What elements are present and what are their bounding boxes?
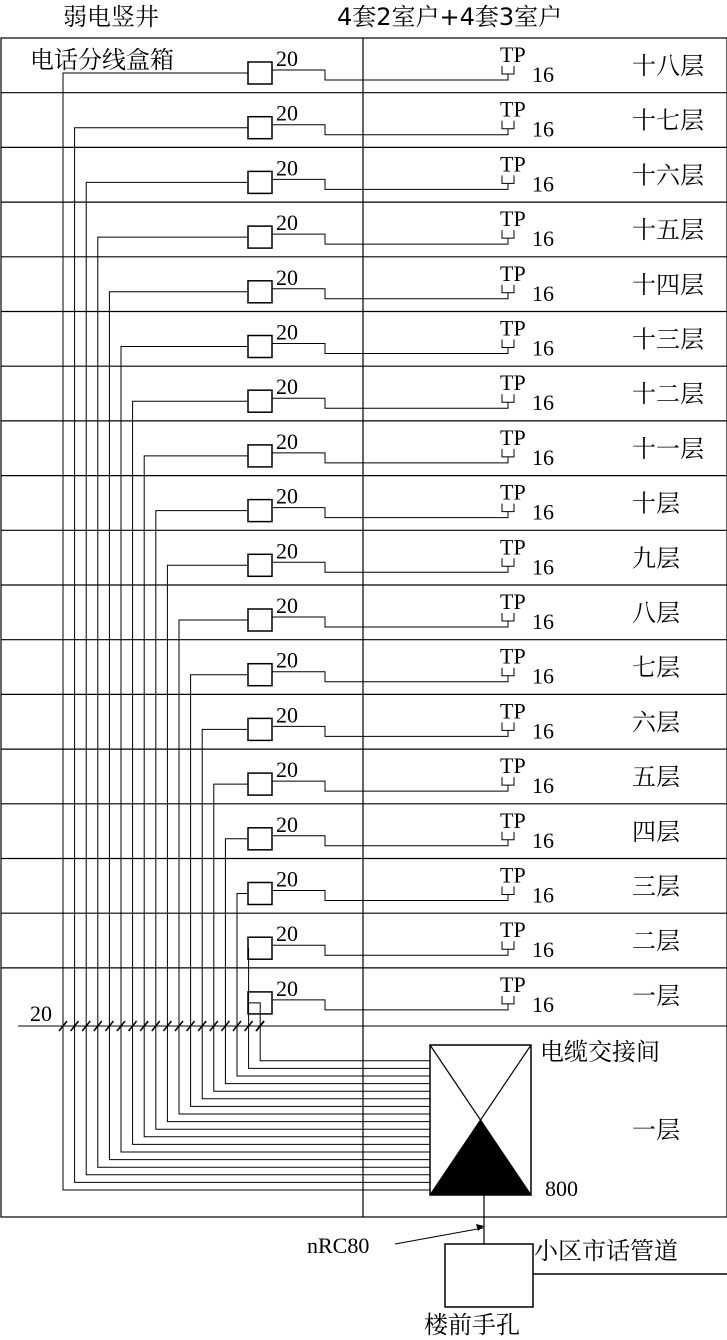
outlet-code-label: TP — [500, 862, 526, 888]
cable-cross-connect-room — [430, 1038, 680, 1201]
outlet-count-label: 16 — [532, 827, 554, 853]
distribution-box — [248, 117, 272, 139]
outlet-feed-line — [272, 70, 508, 80]
bus-cable-bundle — [18, 1001, 727, 1031]
outlet-feed-line — [272, 453, 508, 463]
box-pairs-label: 20 — [276, 155, 298, 181]
riser-cable — [167, 565, 430, 1121]
cross-room-floor-label: 一层 — [632, 1116, 680, 1144]
outlet-count-label: 16 — [532, 663, 554, 689]
box-pairs-label: 20 — [276, 264, 298, 290]
floor-label: 十八层 — [632, 52, 704, 80]
box-pairs-label: 20 — [276, 921, 298, 947]
outlet-feed-line — [272, 289, 508, 299]
floor-label: 十五层 — [632, 216, 704, 245]
outlet-code-label: TP — [500, 971, 526, 997]
floor-label: 十一层 — [632, 434, 704, 463]
distribution-box — [248, 62, 272, 84]
box-pairs-label: 20 — [276, 100, 298, 126]
riser-cable — [202, 729, 430, 1098]
outlet-count-label: 16 — [532, 171, 554, 197]
box-pairs-label: 20 — [276, 483, 298, 509]
outlet-count-label: 16 — [532, 226, 554, 252]
outlet-code-label: TP — [500, 917, 526, 943]
outlet-code-label: TP — [500, 151, 526, 177]
outlet-symbol-icon — [502, 722, 514, 730]
outlet-symbol-icon — [502, 832, 514, 840]
outlet-symbol-icon — [502, 777, 514, 785]
distribution-box — [248, 171, 272, 193]
box-pairs-label: 20 — [276, 975, 298, 1001]
box-pairs-label: 20 — [276, 46, 298, 71]
distribution-box — [248, 828, 272, 850]
outlet-symbol-icon — [502, 449, 514, 457]
outlet-feed-line — [272, 726, 508, 736]
outlet-feed-line — [272, 234, 508, 244]
outlet-symbol-icon — [502, 175, 514, 183]
riser-cable — [237, 894, 430, 1077]
box-pairs-label: 20 — [276, 757, 298, 783]
outlet-code-label: TP — [500, 479, 526, 505]
outlet-count-label: 16 — [532, 62, 554, 87]
riser-cable — [214, 784, 430, 1091]
distribution-box — [248, 718, 272, 740]
outlet-count-label: 16 — [532, 444, 554, 470]
outlet-count-label: 16 — [532, 773, 554, 799]
floor-label: 十层 — [632, 489, 680, 518]
cross-capacity-label: 800 — [545, 1176, 578, 1201]
box-pairs-label: 20 — [276, 538, 298, 564]
outlet-code-label: TP — [500, 534, 526, 560]
floor-row — [1, 97, 727, 148]
outlet-feed-line — [272, 672, 508, 682]
floor-row — [1, 206, 727, 257]
outlet-symbol-icon — [502, 66, 514, 74]
distribution-box — [248, 281, 272, 303]
outlet-feed-line — [272, 125, 508, 135]
outlet-code-label: TP — [500, 698, 526, 724]
conduit-label: nRC80 — [307, 1233, 370, 1258]
box-pairs-label: 20 — [276, 866, 298, 892]
outlet-feed-line — [272, 398, 508, 408]
distribution-box — [248, 937, 272, 959]
floor-label: 五层 — [632, 763, 680, 792]
outlet-code-label: TP — [500, 589, 526, 614]
floor-row — [248, 972, 680, 1017]
conduit-leader-line — [395, 1228, 483, 1244]
outlet-count-label: 16 — [532, 554, 554, 580]
box-pairs-label: 20 — [276, 647, 298, 673]
outlet-feed-line — [272, 562, 508, 572]
box-pairs-label: 20 — [276, 319, 298, 345]
floor-label: 四层 — [632, 817, 680, 846]
floor-label: 二层 — [632, 927, 680, 956]
outlet-count-label: 16 — [532, 116, 554, 142]
outlet-feed-line — [272, 891, 508, 901]
floor-label: 十七层 — [632, 106, 704, 135]
distribution-box — [248, 664, 272, 686]
riser-cable — [248, 948, 430, 1068]
distribution-box — [248, 226, 272, 248]
outlet-symbol-icon — [502, 558, 514, 566]
outlet-count-label: 16 — [532, 335, 554, 361]
outlet-code-label: TP — [500, 315, 526, 341]
outlet-symbol-icon — [502, 394, 514, 402]
distribution-box — [248, 336, 272, 358]
outlet-count-label: 16 — [532, 718, 554, 744]
distribution-box — [248, 883, 272, 905]
outlet-code-label: TP — [500, 370, 526, 396]
outlet-feed-line — [272, 1000, 508, 1010]
outlet-symbol-icon — [502, 996, 514, 1004]
distribution-box — [248, 390, 272, 412]
network-label: 小区市话管道 — [534, 1237, 678, 1265]
outlet-feed-line — [272, 836, 508, 846]
outlet-symbol-icon — [502, 121, 514, 129]
floor-row — [1, 151, 727, 202]
riser-cable — [225, 839, 430, 1084]
outlet-feed-line — [272, 179, 508, 189]
floor-label: 八层 — [632, 599, 680, 627]
outlet-count-label: 16 — [532, 609, 554, 634]
distribution-box — [248, 773, 272, 795]
floor-label: 九层 — [632, 544, 680, 573]
outlet-code-label: TP — [500, 206, 526, 232]
bus-label: 20 — [30, 1001, 52, 1026]
outlet-symbol-icon — [502, 941, 514, 949]
outlet-count-label: 16 — [532, 937, 554, 963]
outlet-code-label: TP — [500, 807, 526, 833]
outlet-count-label: 16 — [532, 991, 554, 1017]
outlet-count-label: 16 — [532, 280, 554, 306]
floor-label: 十四层 — [632, 270, 704, 299]
box-label: 电话分线盒箱 — [30, 46, 174, 74]
outlet-code-label: TP — [500, 753, 526, 779]
outlet-symbol-icon — [502, 230, 514, 238]
outlet-symbol-icon — [502, 340, 514, 348]
units-title: 4套2室户+4套3室户 — [337, 3, 563, 31]
floor-label: 十六层 — [632, 161, 704, 190]
cross-room-label: 电缆交接间 — [540, 1038, 660, 1066]
handhole-label: 楼前手孔 — [424, 1311, 520, 1339]
outlet-code-label: TP — [500, 260, 526, 286]
outlet-symbol-icon — [502, 285, 514, 293]
distribution-box — [248, 554, 272, 576]
distribution-box — [248, 500, 272, 522]
riser-cable — [248, 1003, 430, 1061]
riser-cable — [98, 237, 430, 1167]
outlet-symbol-icon — [502, 613, 514, 621]
box-pairs-label: 20 — [276, 702, 298, 728]
distribution-box — [248, 445, 272, 467]
outlet-code-label: TP — [500, 643, 526, 669]
outlet-feed-line — [272, 617, 508, 627]
box-pairs-label: 20 — [276, 811, 298, 837]
box-pairs-label: 20 — [276, 593, 298, 618]
conduit-arrow-icon — [476, 1224, 484, 1231]
box-pairs-label: 20 — [276, 210, 298, 236]
outlet-code-label: TP — [500, 42, 526, 67]
floor-label: 十三层 — [632, 325, 704, 354]
riser-cable — [63, 73, 430, 1190]
handhole-box — [445, 1244, 533, 1307]
shaft-title: 弱电竖井 — [63, 3, 159, 31]
outlet-symbol-icon — [502, 504, 514, 512]
outlet-count-label: 16 — [532, 390, 554, 416]
box-pairs-label: 20 — [276, 374, 298, 400]
floor-label: 三层 — [632, 872, 680, 901]
floor-label: 十二层 — [632, 380, 704, 409]
distribution-box — [248, 609, 272, 631]
box-pairs-label: 20 — [276, 428, 298, 454]
outlet-feed-line — [272, 945, 508, 955]
outlet-feed-line — [272, 781, 508, 791]
outlet-feed-line — [272, 508, 508, 518]
floor-label: 六层 — [632, 708, 680, 737]
floor-label: 一层 — [632, 981, 680, 1010]
outlet-count-label: 16 — [532, 499, 554, 525]
outlet-symbol-icon — [502, 668, 514, 676]
outlet-code-label: TP — [500, 424, 526, 450]
floor-label: 七层 — [632, 653, 680, 682]
riser-cables — [63, 73, 430, 1190]
outlet-symbol-icon — [502, 887, 514, 895]
outlet-count-label: 16 — [532, 882, 554, 908]
outlet-feed-line — [272, 344, 508, 354]
outlet-code-label: TP — [500, 96, 526, 122]
